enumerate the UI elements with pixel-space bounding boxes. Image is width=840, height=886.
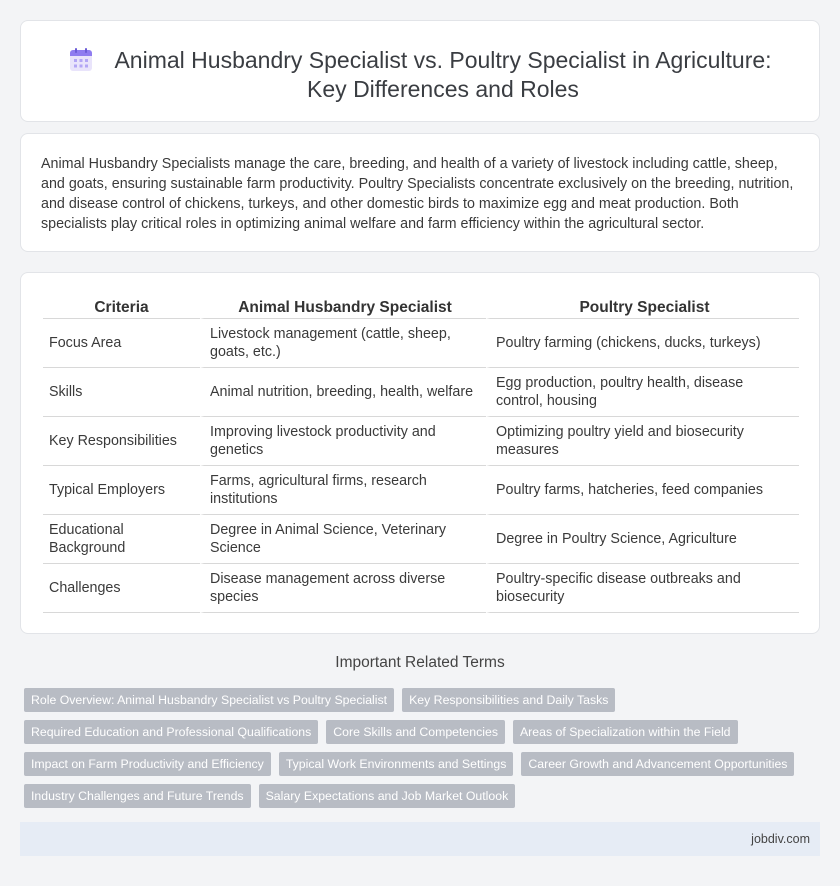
- table-cell: Optimizing poultry yield and biosecurity measures: [486, 417, 799, 466]
- table-header-row: [43, 295, 799, 319]
- footer: [20, 822, 820, 856]
- table-cell: Farms, agricultural firms, research institutions: [200, 466, 486, 515]
- table-cell: Poultry farming (chickens, ducks, turkeys): [486, 319, 799, 368]
- related-term-tag[interactable]: Key Responsibilities and Daily Tasks: [402, 688, 615, 712]
- related-term-tag[interactable]: Typical Work Environments and Settings: [279, 752, 514, 776]
- table-cell: Improving livestock productivity and genetics: [200, 417, 486, 466]
- header-card: [20, 20, 820, 122]
- footer-site-link[interactable]: jobdiv.com: [751, 832, 810, 846]
- table-row: [43, 564, 799, 613]
- related-term-tag[interactable]: Career Growth and Advancement Opportunities: [521, 752, 794, 776]
- related-term-tag[interactable]: Impact on Farm Productivity and Efficiency: [24, 752, 271, 776]
- calendar-icon: [68, 47, 94, 73]
- related-term-tag[interactable]: Core Skills and Competencies: [326, 720, 505, 744]
- page-title-line2: Key Differences and Roles: [307, 76, 579, 102]
- table-cell: Focus Area: [43, 319, 200, 368]
- table-row: [43, 319, 799, 368]
- table-cell: Egg production, poultry health, disease control, housing: [486, 368, 799, 417]
- related-term-tag[interactable]: Required Education and Professional Qualifications: [24, 720, 318, 744]
- related-terms-list: [24, 688, 814, 808]
- table-cell: Degree in Poultry Science, Agriculture: [486, 515, 799, 564]
- table-cell: Animal nutrition, breeding, health, welfare: [200, 368, 486, 417]
- intro-paragraph: Animal Husbandry Specialists manage the care, breeding, and health of a variety of livestock including cattle, sheep, and goats, ensuring sustainable farm productivity. Poultry Specialists concentrate exclusively on the breeding, nutrition, and disease control of chickens, turkeys, and other domestic birds to maximize egg and meat production. Both specialists play critical roles in optimizing animal welfare and farm efficiency within the agricultural sector.: [41, 156, 794, 232]
- table-cell: Typical Employers: [43, 466, 200, 515]
- related-terms-title: Important Related Terms: [335, 654, 505, 671]
- table-cell: Degree in Animal Science, Veterinary Science: [200, 515, 486, 564]
- comparison-card: [20, 272, 820, 634]
- header-animal-husbandry: Animal Husbandry Specialist: [200, 295, 486, 319]
- related-term-tag[interactable]: Role Overview: Animal Husbandry Specialist vs Poultry Specialist: [24, 688, 394, 712]
- table-cell: Poultry-specific disease outbreaks and biosecurity: [486, 564, 799, 613]
- comparison-table: [43, 295, 799, 613]
- table-cell: Educational Background: [43, 515, 200, 564]
- header-criteria: Criteria: [43, 295, 200, 319]
- table-cell: Challenges: [43, 564, 200, 613]
- page-title-line1: Animal Husbandry Specialist vs. Poultry Specialist in Agriculture:: [114, 47, 772, 73]
- page-title: [114, 46, 771, 104]
- related-term-tag[interactable]: Industry Challenges and Future Trends: [24, 784, 251, 808]
- table-cell: Livestock management (cattle, sheep, goats, etc.): [200, 319, 486, 368]
- header-poultry: Poultry Specialist: [486, 295, 799, 319]
- table-row: [43, 515, 799, 564]
- table-cell: Key Responsibilities: [43, 417, 200, 466]
- table-row: [43, 417, 799, 466]
- related-term-tag[interactable]: Salary Expectations and Job Market Outlook: [259, 784, 516, 808]
- table-row: [43, 466, 799, 515]
- table-row: [43, 368, 799, 417]
- related-term-tag[interactable]: Areas of Specialization within the Field: [513, 720, 738, 744]
- table-cell: Disease management across diverse species: [200, 564, 486, 613]
- table-cell: Poultry farms, hatcheries, feed companies: [486, 466, 799, 515]
- table-cell: Skills: [43, 368, 200, 417]
- intro-card: [20, 133, 820, 252]
